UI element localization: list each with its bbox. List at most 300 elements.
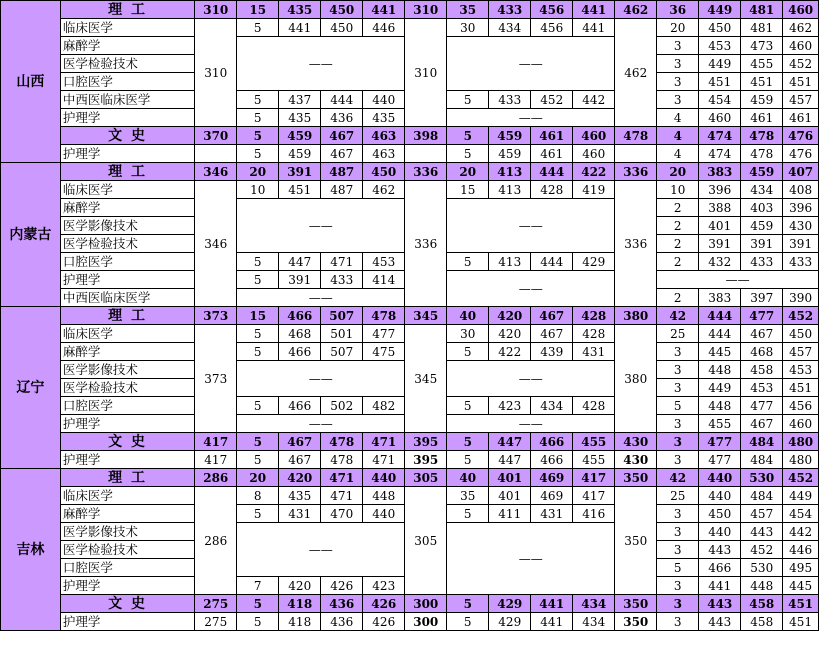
header-score-cell: 20 — [447, 163, 489, 181]
score-cell: 452 — [531, 91, 573, 109]
score-cell: 459 — [741, 217, 783, 235]
no-enrollment-dash: —— — [237, 523, 405, 577]
header-score-cell: 275 — [195, 595, 237, 613]
score-cell: 7 — [237, 577, 279, 595]
score-cell: 414 — [363, 271, 405, 289]
group-min-score: 310 — [405, 19, 447, 127]
province-label: 吉林 — [1, 469, 61, 631]
score-cell: 423 — [363, 577, 405, 595]
header-score-cell: 471 — [321, 469, 363, 487]
score-cell: 448 — [699, 397, 741, 415]
score-cell: 458 — [741, 613, 783, 631]
score-cell: 5 — [237, 397, 279, 415]
score-cell: 443 — [741, 523, 783, 541]
score-cell: 428 — [573, 325, 615, 343]
no-enrollment-dash: —— — [237, 361, 405, 397]
header-score-cell: 441 — [531, 595, 573, 613]
score-cell: 445 — [699, 343, 741, 361]
header-score-cell: 20 — [237, 163, 279, 181]
score-cell: 495 — [783, 559, 819, 577]
score-cell: 444 — [531, 253, 573, 271]
score-cell: 447 — [489, 451, 531, 469]
header-score-cell: 471 — [363, 433, 405, 451]
header-score-cell: 407 — [783, 163, 819, 181]
major-label: 口腔医学 — [60, 397, 194, 415]
score-cell: 397 — [741, 289, 783, 307]
major-label: 护理学 — [60, 109, 194, 127]
score-cell: 477 — [699, 451, 741, 469]
major-label: 医学检验技术 — [60, 541, 194, 559]
no-enrollment-dash: —— — [447, 271, 615, 307]
score-cell: 429 — [489, 613, 531, 631]
score-cell: 484 — [741, 487, 783, 505]
score-cell: 456 — [531, 19, 573, 37]
major-label: 医学检验技术 — [60, 379, 194, 397]
header-score-cell: 477 — [741, 307, 783, 325]
score-cell: 433 — [783, 253, 819, 271]
score-cell: 484 — [741, 451, 783, 469]
header-score-cell: 336 — [615, 163, 657, 181]
score-cell: 2 — [657, 217, 699, 235]
header-score-cell: 456 — [531, 1, 573, 19]
score-cell: 441 — [279, 19, 321, 37]
score-cell: 433 — [321, 271, 363, 289]
header-score-cell: 480 — [783, 433, 819, 451]
score-cell: 430 — [783, 217, 819, 235]
group-min-score: 286 — [195, 487, 237, 595]
category-header-label: 文 史 — [60, 127, 194, 145]
header-score-cell: 36 — [657, 1, 699, 19]
header-score-cell: 436 — [321, 595, 363, 613]
score-cell — [615, 145, 657, 163]
score-cell: 35 — [447, 487, 489, 505]
score-cell: 460 — [573, 145, 615, 163]
score-cell: 3 — [657, 343, 699, 361]
header-score-cell: 467 — [321, 127, 363, 145]
score-cell: 5 — [237, 19, 279, 37]
score-cell: 442 — [783, 523, 819, 541]
category-header-label: 文 史 — [60, 595, 194, 613]
category-header-label: 文 史 — [60, 433, 194, 451]
score-cell: 431 — [573, 343, 615, 361]
score-cell: 444 — [699, 325, 741, 343]
score-cell: 428 — [573, 397, 615, 415]
header-score-cell: 444 — [699, 307, 741, 325]
score-cell: 408 — [783, 181, 819, 199]
major-label: 口腔医学 — [60, 559, 194, 577]
score-cell: 459 — [489, 145, 531, 163]
header-score-cell: 441 — [573, 1, 615, 19]
score-cell: 475 — [363, 343, 405, 361]
score-cell: 434 — [531, 397, 573, 415]
score-cell: 433 — [741, 253, 783, 271]
score-cell: 451 — [741, 73, 783, 91]
score-cell: 401 — [699, 217, 741, 235]
score-cell: 413 — [489, 181, 531, 199]
major-label: 医学影像技术 — [60, 361, 194, 379]
score-cell: 440 — [363, 505, 405, 523]
score-cell: 439 — [531, 343, 573, 361]
score-cell: 3 — [657, 91, 699, 109]
header-score-cell: 350 — [615, 469, 657, 487]
no-enrollment-dash: —— — [447, 415, 615, 433]
score-cell: 467 — [279, 451, 321, 469]
header-score-cell: 420 — [489, 307, 531, 325]
score-cell: 429 — [573, 253, 615, 271]
score-cell: 436 — [321, 613, 363, 631]
score-cell: 444 — [321, 91, 363, 109]
score-cell: 460 — [783, 37, 819, 55]
score-cell: 467 — [321, 145, 363, 163]
header-score-cell: 430 — [615, 433, 657, 451]
score-cell: 450 — [699, 19, 741, 37]
score-cell: 10 — [657, 181, 699, 199]
header-score-cell: 441 — [363, 1, 405, 19]
score-cell: 463 — [363, 145, 405, 163]
header-score-cell: 398 — [405, 127, 447, 145]
score-cell: 3 — [657, 361, 699, 379]
score-cell: 473 — [741, 37, 783, 55]
score-cell — [405, 145, 447, 163]
score-cell: 451 — [699, 73, 741, 91]
header-score-cell: 450 — [321, 1, 363, 19]
score-cell: 431 — [531, 505, 573, 523]
score-cell: 383 — [699, 289, 741, 307]
header-score-cell: 350 — [615, 595, 657, 613]
category-header-label: 理 工 — [60, 1, 194, 19]
score-cell: 468 — [279, 325, 321, 343]
score-cell: 5 — [447, 343, 489, 361]
score-cell: 471 — [321, 253, 363, 271]
score-cell: 459 — [279, 145, 321, 163]
score-cell: 467 — [741, 325, 783, 343]
header-score-cell: 5 — [237, 595, 279, 613]
score-cell: 474 — [699, 145, 741, 163]
category-header-label: 理 工 — [60, 307, 194, 325]
score-cell: 4 — [657, 145, 699, 163]
score-cell: 419 — [573, 181, 615, 199]
score-cell: 447 — [279, 253, 321, 271]
score-cell: 420 — [489, 325, 531, 343]
score-cell: 457 — [783, 343, 819, 361]
header-score-cell: 440 — [363, 469, 405, 487]
header-score-cell: 474 — [699, 127, 741, 145]
header-score-cell: 15 — [237, 1, 279, 19]
header-score-cell: 3 — [657, 595, 699, 613]
header-score-cell: 484 — [741, 433, 783, 451]
score-cell: 441 — [531, 613, 573, 631]
score-cell: 5 — [237, 325, 279, 343]
no-enrollment-dash: —— — [447, 523, 615, 595]
score-cell: 3 — [657, 577, 699, 595]
group-min-score: 373 — [195, 325, 237, 433]
major-label: 麻醉学 — [60, 505, 194, 523]
score-cell: 470 — [321, 505, 363, 523]
score-cell: 411 — [489, 505, 531, 523]
score-cell: 426 — [363, 613, 405, 631]
major-label: 中西医临床医学 — [60, 289, 194, 307]
score-cell: 471 — [321, 487, 363, 505]
score-cell: 477 — [741, 397, 783, 415]
score-cell: 462 — [783, 19, 819, 37]
major-label: 医学影像技术 — [60, 217, 194, 235]
score-cell: 453 — [783, 361, 819, 379]
category-header-label: 理 工 — [60, 469, 194, 487]
score-cell: 423 — [489, 397, 531, 415]
score-cell: 15 — [447, 181, 489, 199]
score-cell: 453 — [363, 253, 405, 271]
major-label: 医学影像技术 — [60, 523, 194, 541]
score-cell: 454 — [783, 505, 819, 523]
score-cell: 8 — [237, 487, 279, 505]
header-score-cell: 305 — [405, 469, 447, 487]
header-score-cell: 35 — [447, 1, 489, 19]
no-enrollment-dash: —— — [447, 37, 615, 91]
score-cell: 20 — [657, 19, 699, 37]
score-cell: 469 — [531, 487, 573, 505]
score-cell: 455 — [741, 55, 783, 73]
header-score-cell: 461 — [531, 127, 573, 145]
header-score-cell: 463 — [363, 127, 405, 145]
header-score-cell: 452 — [783, 469, 819, 487]
score-cell: 5 — [237, 613, 279, 631]
header-score-cell: 455 — [573, 433, 615, 451]
score-cell: 432 — [699, 253, 741, 271]
header-score-cell: 435 — [279, 1, 321, 19]
group-min-score: 305 — [405, 487, 447, 595]
major-label: 护理学 — [60, 271, 194, 289]
score-cell: 434 — [489, 19, 531, 37]
score-cell: 478 — [741, 145, 783, 163]
header-score-cell: 346 — [195, 163, 237, 181]
score-cell: 3 — [657, 613, 699, 631]
score-cell: 5 — [447, 397, 489, 415]
major-label: 中西医临床医学 — [60, 91, 194, 109]
score-cell: 443 — [699, 613, 741, 631]
score-cell: 396 — [699, 181, 741, 199]
score-cell: 10 — [237, 181, 279, 199]
header-score-cell: 5 — [237, 433, 279, 451]
score-cell: 502 — [321, 397, 363, 415]
score-cell: 5 — [237, 253, 279, 271]
score-cell: 5 — [237, 343, 279, 361]
score-cell: 450 — [321, 19, 363, 37]
score-cell: 2 — [657, 253, 699, 271]
score-cell: 487 — [321, 181, 363, 199]
score-cell: 507 — [321, 343, 363, 361]
score-cell: 445 — [783, 577, 819, 595]
header-score-cell: 40 — [447, 307, 489, 325]
score-cell: 437 — [279, 91, 321, 109]
header-score-cell: 476 — [783, 127, 819, 145]
score-cell: 440 — [699, 487, 741, 505]
score-cell: 3 — [657, 37, 699, 55]
score-cell: 434 — [573, 613, 615, 631]
no-enrollment-dash: —— — [237, 415, 405, 433]
province-label: 内蒙古 — [1, 163, 61, 307]
score-cell: 391 — [783, 235, 819, 253]
score-cell: 30 — [447, 325, 489, 343]
no-enrollment-dash: —— — [237, 37, 405, 91]
group-min-score: 350 — [615, 487, 657, 595]
header-score-cell: 458 — [741, 595, 783, 613]
score-cell: 3 — [657, 541, 699, 559]
score-cell: 466 — [531, 451, 573, 469]
score-cell: 448 — [363, 487, 405, 505]
score-cell: 418 — [279, 613, 321, 631]
score-cell: 501 — [321, 325, 363, 343]
major-label: 临床医学 — [60, 181, 194, 199]
score-cell: 457 — [741, 505, 783, 523]
major-label: 护理学 — [60, 577, 194, 595]
header-score-cell: 433 — [489, 1, 531, 19]
header-score-cell: 413 — [489, 163, 531, 181]
group-min-score: 336 — [615, 181, 657, 307]
header-score-cell: 417 — [573, 469, 615, 487]
no-enrollment-dash: —— — [447, 109, 615, 127]
score-cell: 461 — [531, 145, 573, 163]
no-enrollment-dash: —— — [657, 271, 819, 289]
score-cell: 460 — [699, 109, 741, 127]
score-cell: 442 — [573, 91, 615, 109]
score-cell: 466 — [279, 343, 321, 361]
header-score-cell: 395 — [405, 433, 447, 451]
header-score-cell: 417 — [195, 433, 237, 451]
province-label: 山西 — [1, 1, 61, 163]
score-cell: 5 — [447, 145, 489, 163]
major-label: 口腔医学 — [60, 253, 194, 271]
score-cell: 451 — [783, 379, 819, 397]
score-cell: 433 — [489, 91, 531, 109]
major-label: 口腔医学 — [60, 73, 194, 91]
header-score-cell: 459 — [741, 163, 783, 181]
header-score-cell: 300 — [405, 595, 447, 613]
score-cell: 5 — [657, 559, 699, 577]
score-cell: 431 — [279, 505, 321, 523]
score-cell: 3 — [657, 379, 699, 397]
header-score-cell: 20 — [657, 163, 699, 181]
major-label: 临床医学 — [60, 19, 194, 37]
score-cell: 446 — [783, 541, 819, 559]
score-cell: 300 — [405, 613, 447, 631]
major-label: 护理学 — [60, 415, 194, 433]
score-cell: 451 — [783, 73, 819, 91]
header-score-cell: 487 — [321, 163, 363, 181]
group-min-score: 336 — [405, 181, 447, 307]
score-cell: 449 — [699, 379, 741, 397]
header-score-cell: 422 — [573, 163, 615, 181]
header-score-cell: 478 — [615, 127, 657, 145]
score-cell: 391 — [699, 235, 741, 253]
score-cell: 3 — [657, 415, 699, 433]
score-cell: 434 — [741, 181, 783, 199]
header-score-cell: 401 — [489, 469, 531, 487]
score-cell: 466 — [699, 559, 741, 577]
no-enrollment-dash: —— — [447, 199, 615, 253]
major-label: 护理学 — [60, 145, 194, 163]
score-cell: 5 — [237, 109, 279, 127]
header-score-cell: 451 — [783, 595, 819, 613]
header-score-cell: 4 — [657, 127, 699, 145]
score-cell: 2 — [657, 235, 699, 253]
score-cell: 477 — [363, 325, 405, 343]
header-score-cell: 420 — [279, 469, 321, 487]
header-score-cell: 452 — [783, 307, 819, 325]
score-cell: 422 — [489, 343, 531, 361]
score-cell: 396 — [783, 199, 819, 217]
score-cell: 476 — [783, 145, 819, 163]
score-cell: 451 — [279, 181, 321, 199]
score-cell: 395 — [405, 451, 447, 469]
score-cell: 482 — [363, 397, 405, 415]
header-score-cell: 40 — [447, 469, 489, 487]
score-cell: 3 — [657, 451, 699, 469]
score-cell: 428 — [531, 181, 573, 199]
score-cell: 435 — [279, 109, 321, 127]
score-cell: 460 — [783, 415, 819, 433]
score-cell: 441 — [573, 19, 615, 37]
header-score-cell: 481 — [741, 1, 783, 19]
score-cell: 390 — [783, 289, 819, 307]
score-cell: 440 — [363, 91, 405, 109]
score-cell: 30 — [447, 19, 489, 37]
score-cell: 452 — [783, 55, 819, 73]
header-score-cell: 5 — [237, 127, 279, 145]
header-score-cell: 42 — [657, 307, 699, 325]
major-label: 医学检验技术 — [60, 235, 194, 253]
score-cell: 448 — [741, 577, 783, 595]
header-score-cell: 370 — [195, 127, 237, 145]
no-enrollment-dash: —— — [237, 199, 405, 253]
score-cell: 3 — [657, 505, 699, 523]
score-cell: 5 — [447, 613, 489, 631]
major-label: 护理学 — [60, 613, 194, 631]
header-score-cell: 478 — [321, 433, 363, 451]
major-label: 临床医学 — [60, 487, 194, 505]
header-score-cell: 20 — [237, 469, 279, 487]
major-label: 医学检验技术 — [60, 55, 194, 73]
score-cell: 416 — [573, 505, 615, 523]
score-cell: 5 — [237, 145, 279, 163]
score-cell: 5 — [237, 271, 279, 289]
group-min-score: 462 — [615, 19, 657, 127]
score-cell: 456 — [783, 397, 819, 415]
score-cell: 2 — [657, 289, 699, 307]
header-score-cell: 15 — [237, 307, 279, 325]
header-score-cell: 459 — [489, 127, 531, 145]
major-label: 护理学 — [60, 451, 194, 469]
score-cell: 4 — [657, 109, 699, 127]
score-cell: 5 — [447, 505, 489, 523]
major-label: 麻醉学 — [60, 37, 194, 55]
score-cell: 454 — [699, 91, 741, 109]
header-score-cell: 478 — [363, 307, 405, 325]
score-cell: 435 — [279, 487, 321, 505]
header-score-cell: 336 — [405, 163, 447, 181]
header-score-cell: 373 — [195, 307, 237, 325]
header-score-cell: 460 — [573, 127, 615, 145]
header-score-cell: 345 — [405, 307, 447, 325]
header-score-cell: 440 — [699, 469, 741, 487]
major-label: 麻醉学 — [60, 343, 194, 361]
header-score-cell: 383 — [699, 163, 741, 181]
score-cell: 467 — [531, 325, 573, 343]
header-score-cell: 5 — [447, 127, 489, 145]
header-score-cell: 459 — [279, 127, 321, 145]
score-cell: 25 — [657, 487, 699, 505]
score-cell: 5 — [447, 91, 489, 109]
score-cell: 455 — [573, 451, 615, 469]
